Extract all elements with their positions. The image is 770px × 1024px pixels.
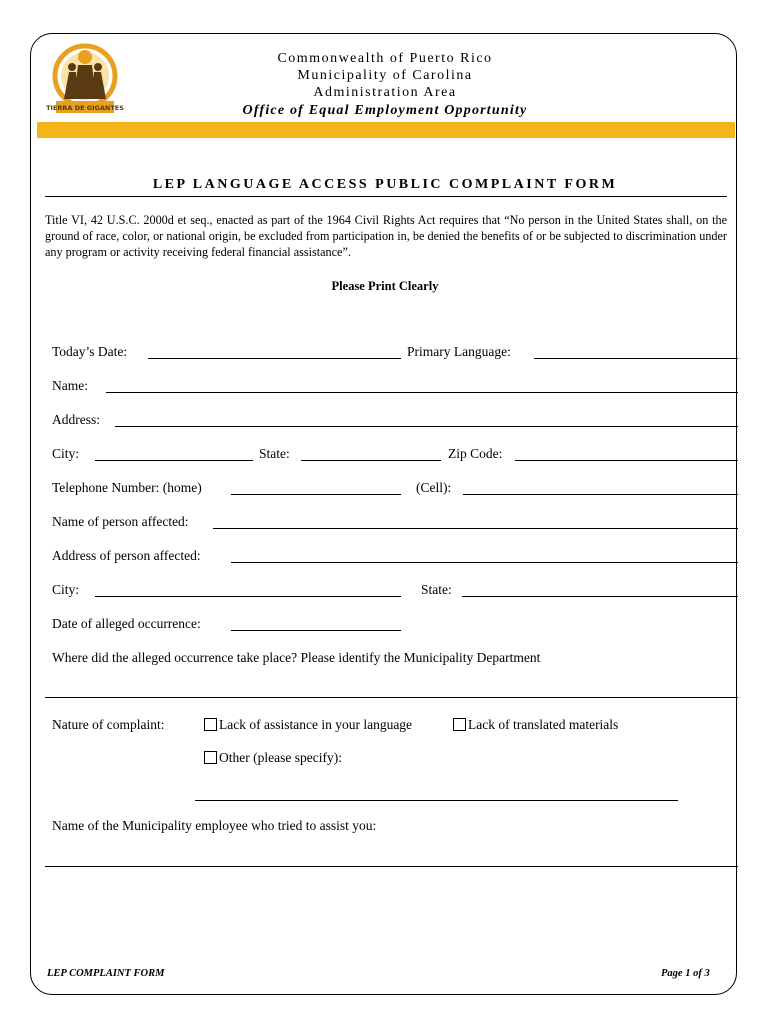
zip-field[interactable] (515, 460, 738, 461)
cell-label: (Cell): (416, 480, 452, 495)
lack-language-checkbox[interactable] (204, 718, 217, 731)
header-accent-bar (37, 122, 735, 138)
where-occurrence-label: Where did the alleged occurrence take place? Please identify the Municipality Department (52, 650, 541, 665)
logo-banner-text: TIERRA DE GIGANTES (46, 104, 124, 112)
employee-label: Name of the Municipality employee who tried to assist you: (52, 818, 377, 833)
address-field[interactable] (115, 426, 738, 427)
other-label: Other (please specify): (219, 750, 342, 765)
header-area: Administration Area (313, 85, 457, 100)
name-label: Name: (52, 378, 88, 393)
zip-label: Zip Code: (448, 446, 503, 461)
print-clearly-notice: Please Print Clearly (331, 279, 439, 293)
header-municipality: Municipality of Carolina (297, 68, 473, 83)
city-label: City: (52, 446, 80, 461)
footer-page-number: Page 1 of 3 (661, 968, 710, 979)
lack-translated-checkbox[interactable] (453, 718, 466, 731)
other-checkbox[interactable] (204, 751, 217, 764)
primary-language-label: Primary Language: (407, 344, 511, 359)
nature-label: Nature of complaint: (52, 717, 165, 732)
person-affected-field[interactable] (213, 528, 738, 529)
state-field[interactable] (301, 460, 441, 461)
city2-label: City: (52, 582, 80, 597)
cell-field[interactable] (463, 494, 738, 495)
title-divider (45, 196, 727, 197)
intro-paragraph: Title VI, 42 U.S.C. 2000d et seq., enacted as part of the 1964 Civil Rights Act requires that “No person in the United States shall, on the ground of race, color, or national origin, be excluded from participation in, be denied the benefits of or be subjected to discrimination under any program or activity receiving federal financial assistance”. (45, 213, 727, 259)
employee-field[interactable] (45, 866, 738, 867)
lack-language-label: Lack of assistance in your language (219, 717, 413, 732)
other-specify-field[interactable] (195, 800, 678, 801)
state2-label: State: (421, 582, 452, 597)
address-label: Address: (52, 412, 100, 427)
city2-field[interactable] (95, 596, 401, 597)
state2-field[interactable] (462, 596, 738, 597)
city-field[interactable] (95, 460, 253, 461)
telephone-home-field[interactable] (231, 494, 401, 495)
telephone-home-label: Telephone Number: (home) (52, 480, 202, 495)
date-occurrence-field[interactable] (231, 630, 401, 631)
todays-date-field[interactable] (148, 358, 401, 359)
address-affected-label: Address of person affected: (52, 548, 201, 563)
primary-language-field[interactable] (534, 358, 738, 359)
date-occurrence-label: Date of alleged occurrence: (52, 616, 201, 631)
todays-date-label: Today’s Date: (52, 344, 128, 359)
name-field[interactable] (106, 392, 738, 393)
lack-translated-label: Lack of translated materials (468, 717, 619, 732)
form-title: LEP LANGUAGE ACCESS PUBLIC COMPLAINT FORM (152, 177, 618, 192)
header-commonwealth: Commonwealth of Puerto Rico (277, 51, 493, 66)
header-office: Office of Equal Employment Opportunity (242, 103, 528, 118)
address-affected-field[interactable] (231, 562, 738, 563)
state-label: State: (259, 446, 290, 461)
where-occurrence-field[interactable] (45, 697, 738, 698)
person-affected-label: Name of person affected: (52, 514, 189, 529)
footer-form-name: LEP COMPLAINT FORM (47, 968, 165, 979)
